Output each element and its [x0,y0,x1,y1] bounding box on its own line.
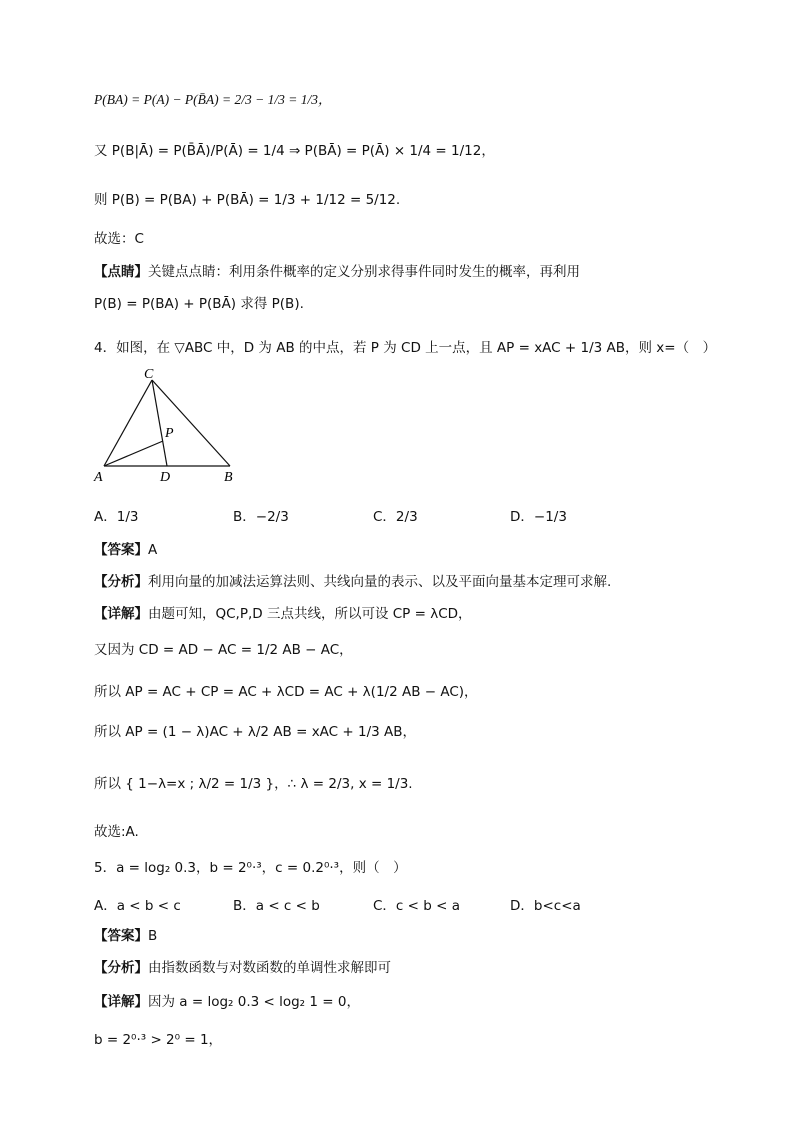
line-conditional: 又 P(B|Ā) = P(B̄Ā)/P(Ā) = 1/4 ⇒ P(BĀ) = P(Ā) × 1/4 = 1/12， [94,143,495,159]
q4-option-d: D．−1/3 [510,509,567,525]
vertex-label-b: B [224,470,233,485]
q5-option-a: A．a < b < c [94,898,181,914]
vertex-label-p: P [165,426,174,441]
answer-tag: 【答案】 [94,542,148,558]
detail-text: 因为 a = log₂ 0.3 < log₂ 1 = 0， [148,994,360,1010]
q5-option-c: C．c < b < a [373,898,460,914]
triangle-figure [92,368,242,488]
line-pb: 则 P(B) = P(BA) + P(BĀ) = 1/3 + 1/12 = 5/12. [94,192,401,208]
answer-value: B [148,928,158,944]
analysis-text: 利用向量的加减法运算法则、共线向量的表示、以及平面向量基本定理可求解. [148,574,612,590]
answer-value: A [148,542,158,558]
q5-detail-2: b = 2⁰·³ > 2⁰ = 1， [94,1032,223,1048]
line-choose-c: 故选：C [94,231,144,247]
q4-option-b: B．−2/3 [233,509,289,525]
q5-option-d: D．b<c<a [510,898,581,914]
q4-end: 故选:A. [94,824,139,840]
detail-tag: 【详解】 [94,994,148,1010]
vertex-label-c: C [144,368,154,382]
detail-text: 由题可知，QC,P,D 三点共线，所以可设 CP = λCD， [148,606,472,622]
q5-analysis [94,958,391,978]
line-key-point [94,262,580,282]
analysis-text: 由指数函数与对数函数的单调性求解即可 [148,960,391,976]
q4-detail-5: 所以 { 1−λ=x ; λ/2 = 1/3 }，∴ λ = 2/3, x = 1/3. [94,776,413,792]
line-pba: P(BA) = P(A) − P(B̄A) = 2/3 − 1/3 = 1/3， [94,92,332,107]
detail-tag: 【详解】 [94,606,148,622]
q4-detail-3: 所以 AP = AC + CP = AC + λCD = AC + λ(1/2 AB − AC)， [94,684,478,700]
analysis-tag: 【分析】 [94,960,148,976]
key-point-tag: 【点睛】 [94,264,148,280]
question-4: 4．如图，在 ▽ABC 中，D 为 AB 的中点，若 P 为 CD 上一点，且 AP = xAC + 1/3 AB，则 x=（ ） [94,340,717,356]
q5-answer [94,926,157,946]
q4-option-c: C．2/3 [373,509,418,525]
question-5: 5．a = log₂ 0.3，b = 2⁰·³，c = 0.2⁰·³，则（ ） [94,860,407,876]
line-key-point-cont: P(B) = P(BA) + P(BĀ) 求得 P(B). [94,296,304,312]
analysis-tag: 【分析】 [94,574,148,590]
vertex-label-a: A [94,470,103,485]
q4-detail [94,604,472,624]
key-point-text: 关键点点睛：利用条件概率的定义分别求得事件同时发生的概率，再利用 [148,264,580,280]
q4-analysis [94,572,611,592]
vertex-label-d: D [160,470,171,485]
q4-option-a: A．1/3 [94,509,139,525]
q4-answer [94,540,157,560]
q4-detail-2: 又因为 CD = AD − AC = 1/2 AB − AC， [94,642,353,658]
q5-option-b: B．a < c < b [233,898,320,914]
answer-tag: 【答案】 [94,928,148,944]
q4-detail-4: 所以 AP = (1 − λ)AC + λ/2 AB = xAC + 1/3 AB， [94,724,417,740]
q5-detail [94,992,360,1012]
